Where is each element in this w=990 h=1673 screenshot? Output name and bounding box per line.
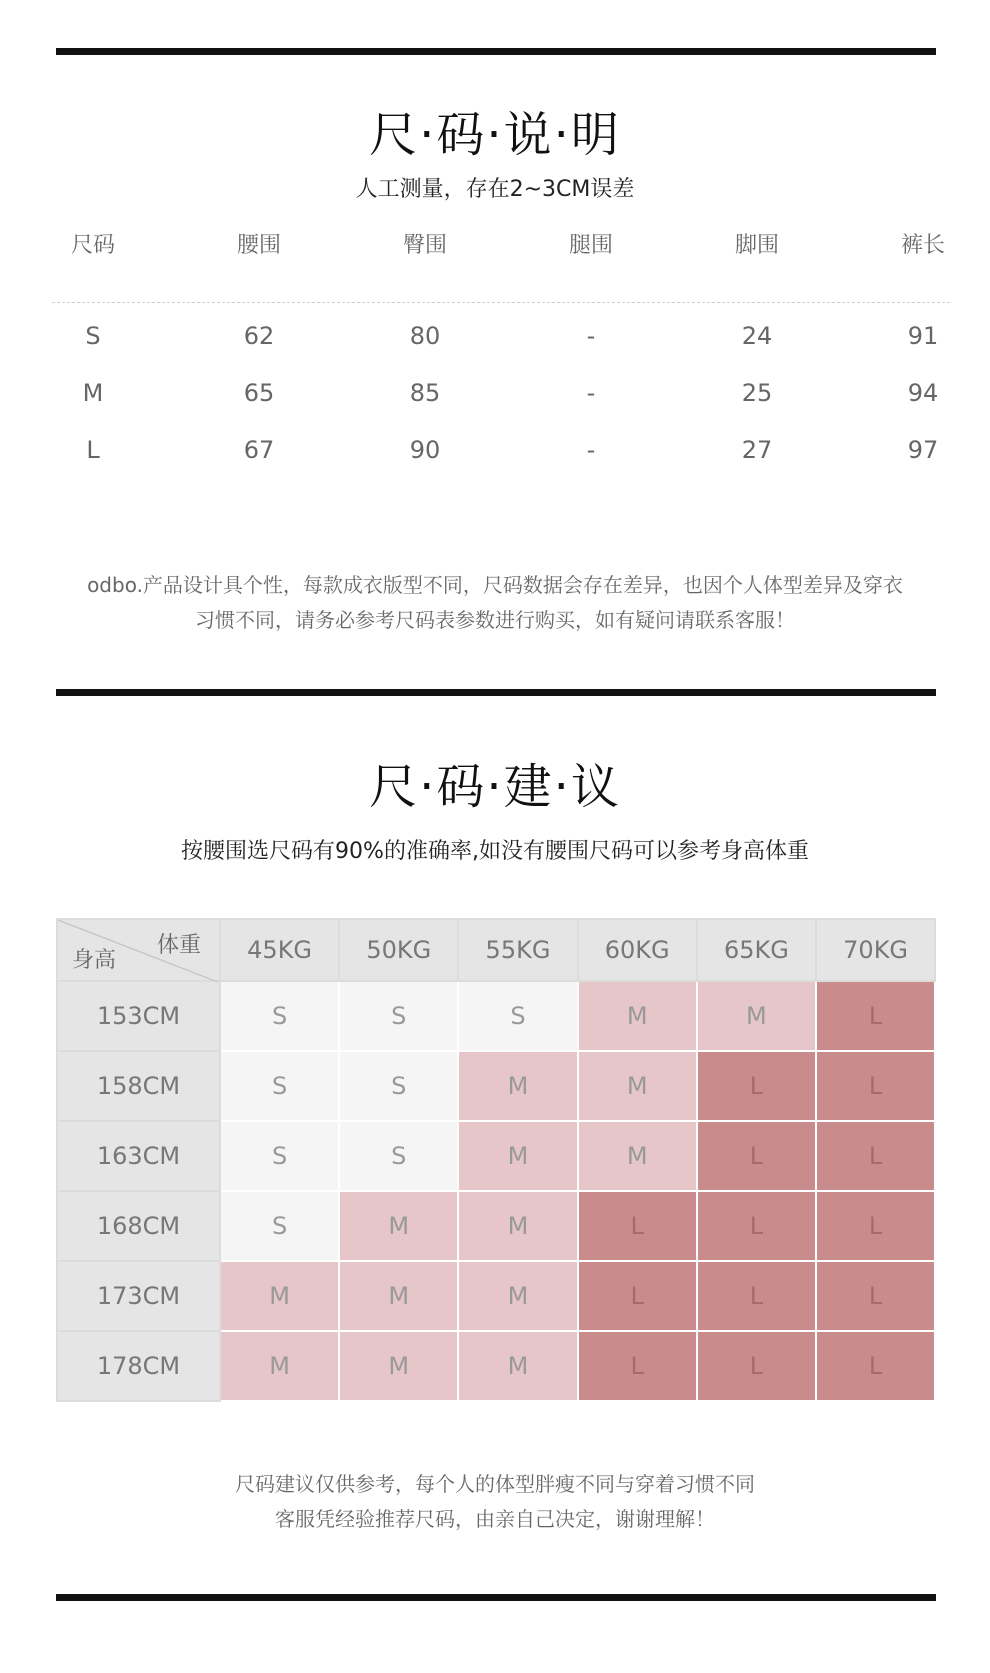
size-cell: M: [459, 1122, 578, 1192]
bottom-divider: [56, 1594, 936, 1601]
height-header: 158CM: [56, 1052, 221, 1122]
height-header: 168CM: [56, 1192, 221, 1262]
size-cell: L: [817, 1262, 936, 1332]
weight-header: 60KG: [579, 918, 698, 982]
size-cell: L: [579, 1332, 698, 1402]
height-header: 163CM: [56, 1122, 221, 1192]
size-cell: S: [221, 1192, 340, 1262]
size-cell: L: [698, 1262, 817, 1332]
measurement-table-header: [52, 228, 945, 268]
weight-header: 50KG: [340, 918, 459, 982]
size-cell: M: [459, 1192, 578, 1262]
weight-header: 55KG: [459, 918, 578, 982]
size-cell: M: [221, 1332, 340, 1402]
size-cell: L: [817, 1052, 936, 1122]
row-size: L: [86, 436, 100, 464]
row-waist: 62: [243, 322, 275, 350]
size-advice-note-line1: 尺码建议仅供参考，每个人的体型胖瘦不同与穿着习惯不同: [235, 1472, 755, 1496]
corner-height-label: 身高: [72, 948, 117, 973]
size-cell: S: [459, 982, 578, 1052]
size-cell: L: [579, 1262, 698, 1332]
corner-weight-label: 体重: [156, 933, 201, 958]
size-advice-title: 尺·码·建·议: [369, 759, 621, 815]
middle-divider: [56, 689, 936, 696]
header-divider: [52, 302, 950, 303]
weight-header: 70KG: [817, 918, 936, 982]
size-cell: L: [817, 1122, 936, 1192]
size-cell: M: [459, 1052, 578, 1122]
row-hip: 90: [409, 436, 441, 464]
size-guide-title: 尺·码·说·明: [369, 107, 621, 163]
size-guide-subtitle: 人工测量，存在2~3CM误差: [355, 177, 635, 202]
size-cell: M: [340, 1192, 459, 1262]
header-length: 裤长: [900, 233, 945, 258]
size-cell: S: [340, 1122, 459, 1192]
size-advice-grid: [56, 918, 936, 1402]
table-row: [52, 322, 942, 378]
size-cell: L: [698, 1122, 817, 1192]
header-thigh: 腿围: [568, 233, 613, 258]
size-cell: L: [817, 1192, 936, 1262]
weight-header: 45KG: [221, 918, 340, 982]
size-cell: L: [698, 1052, 817, 1122]
size-guide-note: [40, 568, 950, 638]
row-size: M: [82, 379, 104, 407]
size-guide-note-line2: 习惯不同，请务必参考尺码表参数进行购买，如有疑问请联系客服！: [195, 608, 795, 632]
size-advice-note-line2: 客服凭经验推荐尺码，由亲自己决定，谢谢理解！: [275, 1507, 715, 1531]
row-length: 97: [907, 436, 939, 464]
row-waist: 65: [243, 379, 275, 407]
row-hem: 25: [741, 379, 773, 407]
size-cell: S: [340, 982, 459, 1052]
row-hip: 85: [409, 379, 441, 407]
size-cell: S: [340, 1052, 459, 1122]
row-thigh: -: [586, 379, 596, 407]
row-length: 91: [907, 322, 939, 350]
height-header: 178CM: [56, 1332, 221, 1402]
size-cell: L: [698, 1192, 817, 1262]
size-cell: M: [221, 1262, 340, 1332]
size-cell: M: [698, 982, 817, 1052]
weight-header: 65KG: [698, 918, 817, 982]
top-divider: [56, 48, 936, 55]
grid-corner: [56, 918, 221, 982]
header-waist: 腰围: [236, 233, 281, 258]
size-cell: L: [579, 1192, 698, 1262]
table-row: [52, 379, 942, 435]
row-hip: 80: [409, 322, 441, 350]
table-row: [52, 436, 942, 492]
size-cell: L: [817, 1332, 936, 1402]
size-cell: L: [698, 1332, 817, 1402]
row-size: S: [85, 322, 101, 350]
row-length: 94: [907, 379, 939, 407]
size-guide-note-line1: odbo.产品设计具个性，每款成衣版型不同，尺码数据会存在差异，也因个人体型差异及穿衣: [87, 573, 903, 597]
size-cell: M: [459, 1262, 578, 1332]
size-cell: L: [817, 982, 936, 1052]
header-size: 尺码: [70, 233, 115, 258]
size-cell: M: [459, 1332, 578, 1402]
header-hem: 脚围: [734, 233, 779, 258]
size-cell: M: [579, 1122, 698, 1192]
size-cell: M: [340, 1332, 459, 1402]
size-cell: M: [579, 982, 698, 1052]
row-thigh: -: [586, 322, 596, 350]
row-hem: 24: [741, 322, 773, 350]
height-header: 153CM: [56, 982, 221, 1052]
height-header: 173CM: [56, 1262, 221, 1332]
size-cell: S: [221, 1052, 340, 1122]
size-cell: S: [221, 982, 340, 1052]
row-waist: 67: [243, 436, 275, 464]
size-cell: M: [340, 1262, 459, 1332]
size-advice-subtitle: 按腰围选尺码有90%的准确率,如没有腰围尺码可以参考身高体重: [181, 839, 809, 864]
size-cell: S: [221, 1122, 340, 1192]
size-advice-note: [40, 1467, 950, 1537]
row-hem: 27: [741, 436, 773, 464]
row-thigh: -: [586, 436, 596, 464]
size-cell: M: [579, 1052, 698, 1122]
header-hip: 臀围: [402, 233, 447, 258]
